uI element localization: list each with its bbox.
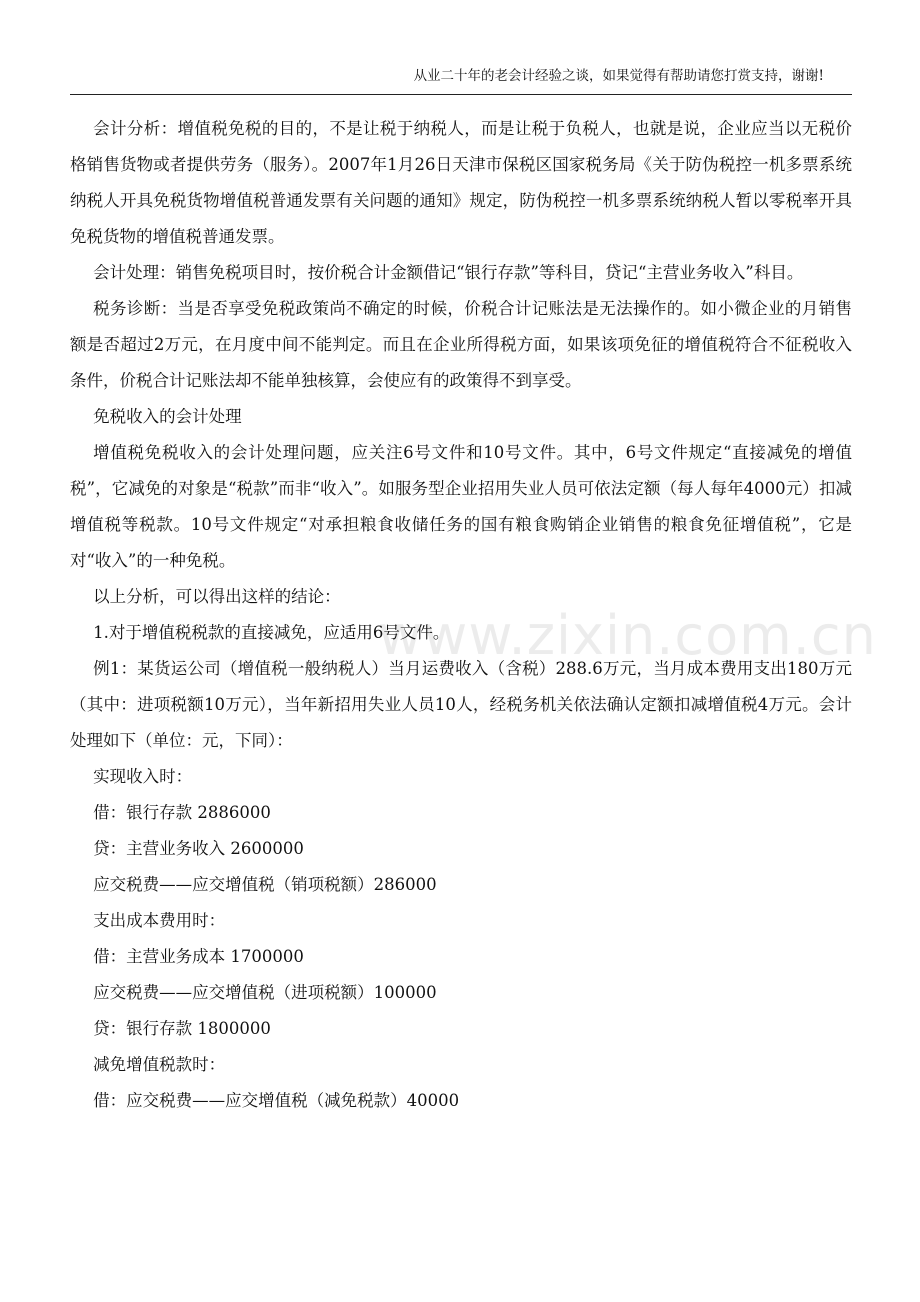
journal-entry: 借：应交税费——应交增值税（减免税款）40000 <box>93 1091 460 1110</box>
journal-entry: 支出成本费用时： <box>93 911 226 930</box>
document-body <box>70 111 852 1119</box>
paragraph-accounting-analysis: 会计分析：增值税免税的目的，不是让税于纳税人，而是让税于负税人，也就是说，企业应当以无税价格销售货物或者提供劳务（服务）。2007年1月26日天津市保税区国家税务局《关于防伪税控一机多票系统纳税人开具免税货物增值税普通发票有关问题的通知》规定，防伪税控一机多票系统纳税人暂以零税率开具免税货物的增值税普通发票。 <box>70 119 852 246</box>
journal-entry: 贷：主营业务收入 2600000 <box>93 839 304 858</box>
journal-entry: 贷：银行存款 1800000 <box>93 1019 271 1038</box>
journal-entry: 借：主营业务成本 1700000 <box>93 947 304 966</box>
watermark: www.zixin.com.cn <box>378 604 877 667</box>
paragraph-example-1: 例1：某货运公司（增值税一般纳税人）当月运费收入（含税）288.6万元，当月成本费用支出180万元（其中：进项税额10万元），当年新招用失业人员10人，经税务机关依法确认定额扣减增值税4万元。会计处理如下（单位：元，下同）： <box>70 659 852 750</box>
header-rule <box>70 94 852 95</box>
paragraph-accounting-treatment: 会计处理：销售免税项目时，按价税合计金额借记“银行存款”等科目，贷记“主营业务收入”科目。 <box>93 263 804 282</box>
journal-entry: 借：银行存款 2886000 <box>93 803 271 822</box>
paragraph-tax-exempt-income: 增值税免税收入的会计处理问题，应关注6号文件和10号文件。其中，6号文件规定“直接减免的增值税”，它减免的对象是“税款”而非“收入”。如服务型企业招用失业人员可依法定额（每人每年4000元）扣减增值税等税款。10号文件规定“对承担粮食收储任务的国有粮食购销企业销售的粮食免征增值税”，它是对“收入”的一种免税。 <box>70 443 852 570</box>
header-note: 从业二十年的老会计经验之谈，如果觉得有帮助请您打赏支持，谢谢! <box>413 68 824 84</box>
journal-entry: 实现收入时： <box>93 767 193 786</box>
journal-entry: 应交税费——应交增值税（进项税额）100000 <box>93 983 437 1002</box>
paragraph-conclusion-intro: 以上分析，可以得出这样的结论： <box>93 587 341 606</box>
section-heading: 免税收入的会计处理 <box>93 407 242 426</box>
paragraph-conclusion-1: 1.对于增值税税款的直接减免，应适用6号文件。 <box>93 623 450 642</box>
paragraph-tax-diagnosis: 税务诊断：当是否享受免税政策尚不确定的时候，价税合计记账法是无法操作的。如小微企业的月销售额是否超过2万元，在月度中间不能判定。而且在企业所得税方面，如果该项免征的增值税符合不征税收入条件，价税合计记账法却不能单独核算，会使应有的政策得不到享受。 <box>70 299 852 390</box>
journal-entry: 减免增值税款时： <box>93 1055 226 1074</box>
journal-entry: 应交税费——应交增值税（销项税额）286000 <box>93 875 437 894</box>
